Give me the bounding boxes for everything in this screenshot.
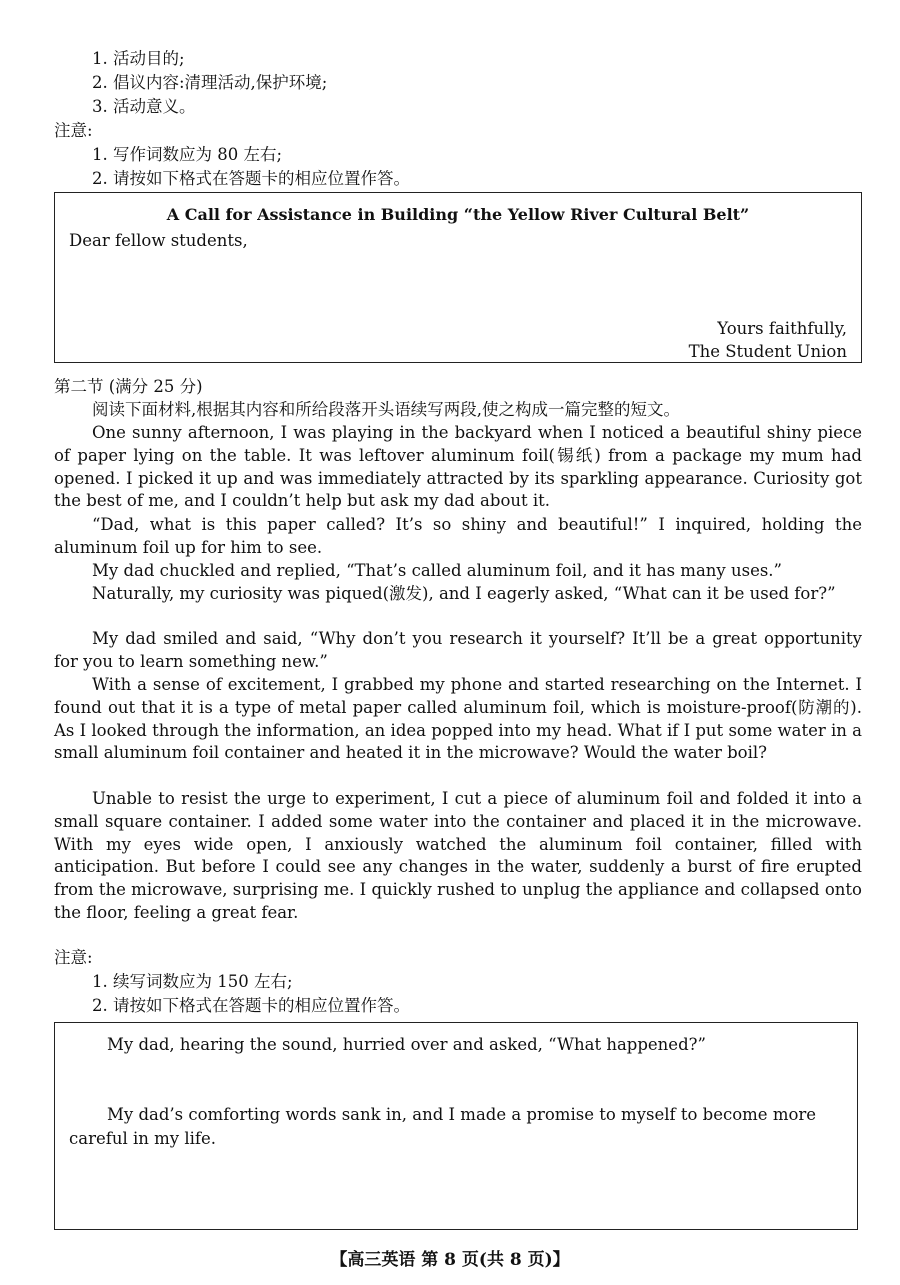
letter-closing: Yours faithfully, <box>717 319 847 338</box>
note-label-2: 注意: <box>54 948 93 967</box>
page-footer: 【高三英语 第 8 页(共 8 页)】 <box>330 1250 570 1270</box>
continuation-format-box <box>54 1022 858 1230</box>
note-item-2: 2. 请按如下格式在答题卡的相应位置作答。 <box>92 169 410 188</box>
note-item-2: 2. 请按如下格式在答题卡的相应位置作答。 <box>92 996 410 1015</box>
story-paragraph: With a sense of excitement, I grabbed my phone and started researching on the Internet. I found out that it is a type of metal paper called aluminum foil, which is moisture-proof(防潮的). As I looked through the information, an idea popped into my head. What if I put some water in a small aluminum foil container and heated it in the microwave? Would the water boil? <box>54 675 862 763</box>
writing-format-box <box>54 192 862 363</box>
story-paragraph: Unable to resist the urge to experiment, I cut a piece of aluminum foil and folded it into a small square container. I added some water into the container and placed it in the microwave. With my eyes wide open, I anxiously watched the aluminum foil container, filled with anticipation. But before I could see any changes in the water, suddenly a burst of fire erupted from the microwave, surprising me. I quickly rushed to unplug the appliance and collapsed onto the floor, feeling a great fear. <box>54 789 862 922</box>
letter-signature: The Student Union <box>688 342 847 361</box>
requirement-item-3: 3. 活动意义。 <box>92 97 196 116</box>
story-paragraph: One sunny afternoon, I was playing in the backyard when I noticed a beautiful shiny piece of paper lying on the table. It was leftover aluminum foil(锡纸) from a package my mum had opened. I picked it up and was immediately attracted by its sparkling appearance. Curiosity got the best of me, and I couldn’t help but ask my dad about it. <box>54 423 862 511</box>
letter-title: A Call for Assistance in Building “the Yellow River Cultural Belt” <box>166 205 750 224</box>
section-instruction: 阅读下面材料,根据其内容和所给段落开头语续写两段,使之构成一篇完整的短文。 <box>92 400 680 419</box>
requirement-item-2: 2. 倡议内容:清理活动,保护环境; <box>92 73 328 92</box>
story-paragraph: “Dad, what is this paper called? It’s so shiny and beautiful!” I inquired, holding the aluminum foil up for him to see. <box>54 515 862 557</box>
story-paragraph: My dad smiled and said, “Why don’t you research it yourself? It’ll be a great opportunity for you to learn something new.” <box>54 629 862 671</box>
paragraph-opener-2: My dad’s comforting words sank in, and I made a promise to myself to become more careful in my life. <box>69 1105 817 1148</box>
section-heading: 第二节 (满分 25 分) <box>54 377 203 396</box>
note-item-1: 1. 写作词数应为 80 左右; <box>92 145 283 164</box>
requirement-item-1: 1. 活动目的; <box>92 49 185 68</box>
note-label: 注意: <box>54 121 93 140</box>
paragraph-opener-1: My dad, hearing the sound, hurried over and asked, “What happened?” <box>107 1035 706 1054</box>
letter-greeting: Dear fellow students, <box>69 231 248 250</box>
story-paragraph: My dad chuckled and replied, “That’s called aluminum foil, and it has many uses.” <box>92 561 782 580</box>
note-item-1: 1. 续写词数应为 150 左右; <box>92 972 293 991</box>
story-paragraph: Naturally, my curiosity was piqued(激发), and I eagerly asked, “What can it be used for?” <box>92 584 836 603</box>
